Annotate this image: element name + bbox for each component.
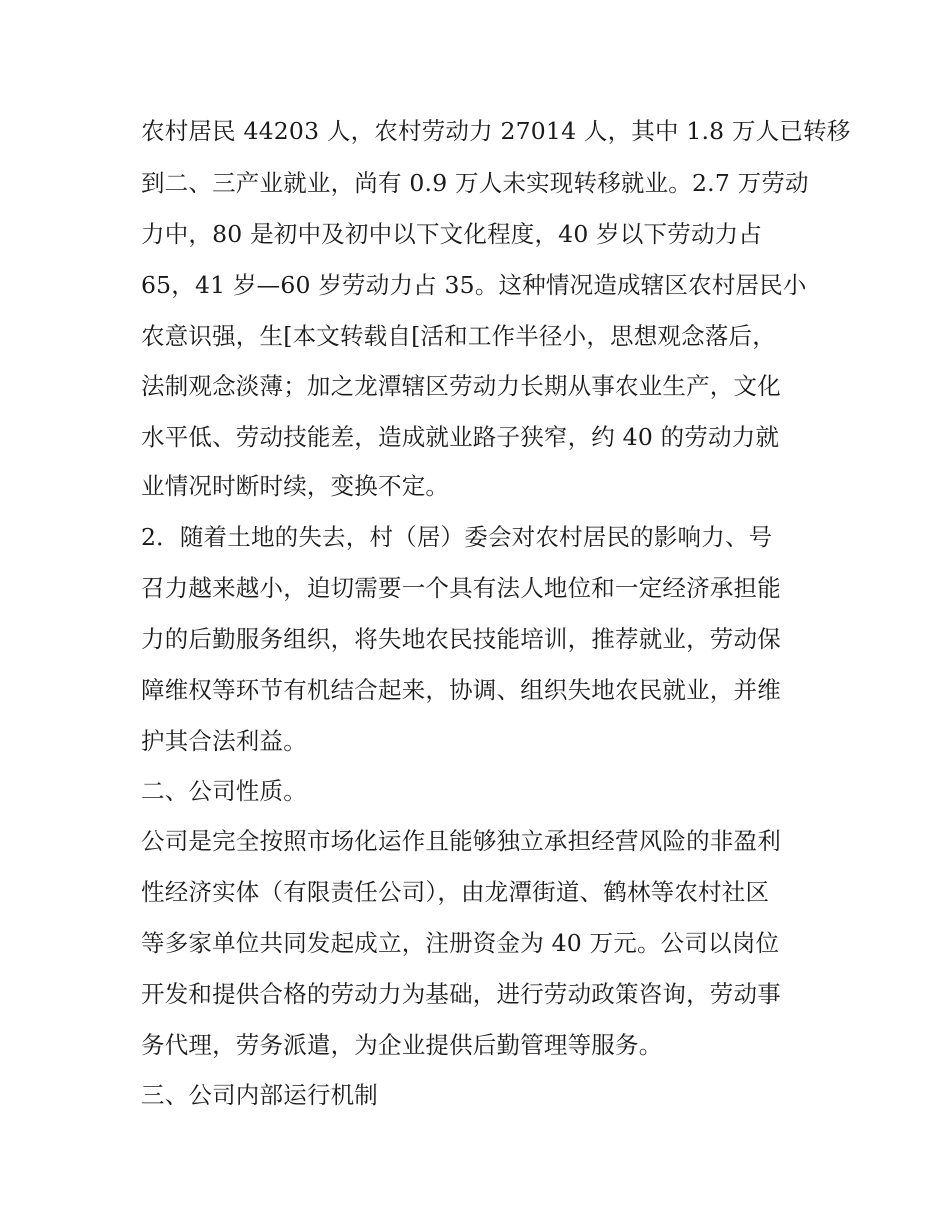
text-line: 召力越来越小，迫切需要一个具有法人地位和一定经济承担能 — [141, 574, 781, 602]
text-line: 水平低、劳动技能差，造成就业路子狭窄，约 40 的劳动力就 — [141, 423, 780, 451]
text-line: 业情况时断时续，变换不定。 — [141, 472, 450, 500]
text-line: 务代理，劳务派遣，为企业提供后勤管理等服务。 — [141, 1031, 663, 1059]
text-line: 等多家单位共同发起成立，注册资金为 40 万元。公司以岗位 — [141, 929, 780, 957]
text-line: 力中，80 是初中及初中以下文化程度，40 岁以下劳动力占 — [141, 220, 763, 248]
text-line: 护其合法利益。 — [141, 727, 307, 755]
text-line: 公司是完全按照市场化运作且能够独立承担经营风险的非盈利 — [141, 827, 781, 855]
text-line: 力的后勤服务组织，将失地农民技能培训，推荐就业，劳动保 — [141, 625, 781, 653]
text-line: 障维权等环节有机结合起来，协调、组织失地农民就业，并维 — [141, 676, 781, 704]
text-line: 农村居民 44203 人，农村劳动力 27014 人，其中 1.8 万人已转移 — [141, 117, 851, 145]
text-line: 性经济实体（有限责任公司），由龙潭街道、鹤林等农村社区 — [141, 878, 770, 906]
section-heading: 二、公司性质。 — [141, 777, 307, 805]
text-line: 农意识强，生[本文转载自[活和工作半径小，思想观念落后， — [141, 322, 776, 350]
text-line: 2．随着土地的失去，村（居）委会对农村居民的影响力、号 — [141, 523, 773, 551]
text-line: 65，41 岁—60 岁劳动力占 35。这种情况造成辖区农村居民小 — [141, 271, 807, 299]
text-line: 开发和提供合格的劳动力为基础，进行劳动政策咨询，劳动事 — [141, 980, 781, 1008]
text-line: 法制观念淡薄；加之龙潭辖区劳动力长期从事农业生产，文化 — [141, 372, 781, 400]
section-heading: 三、公司内部运行机制 — [141, 1081, 378, 1109]
text-line: 到二、三产业就业，尚有 0.9 万人未实现转移就业。2.7 万劳动 — [141, 169, 809, 197]
